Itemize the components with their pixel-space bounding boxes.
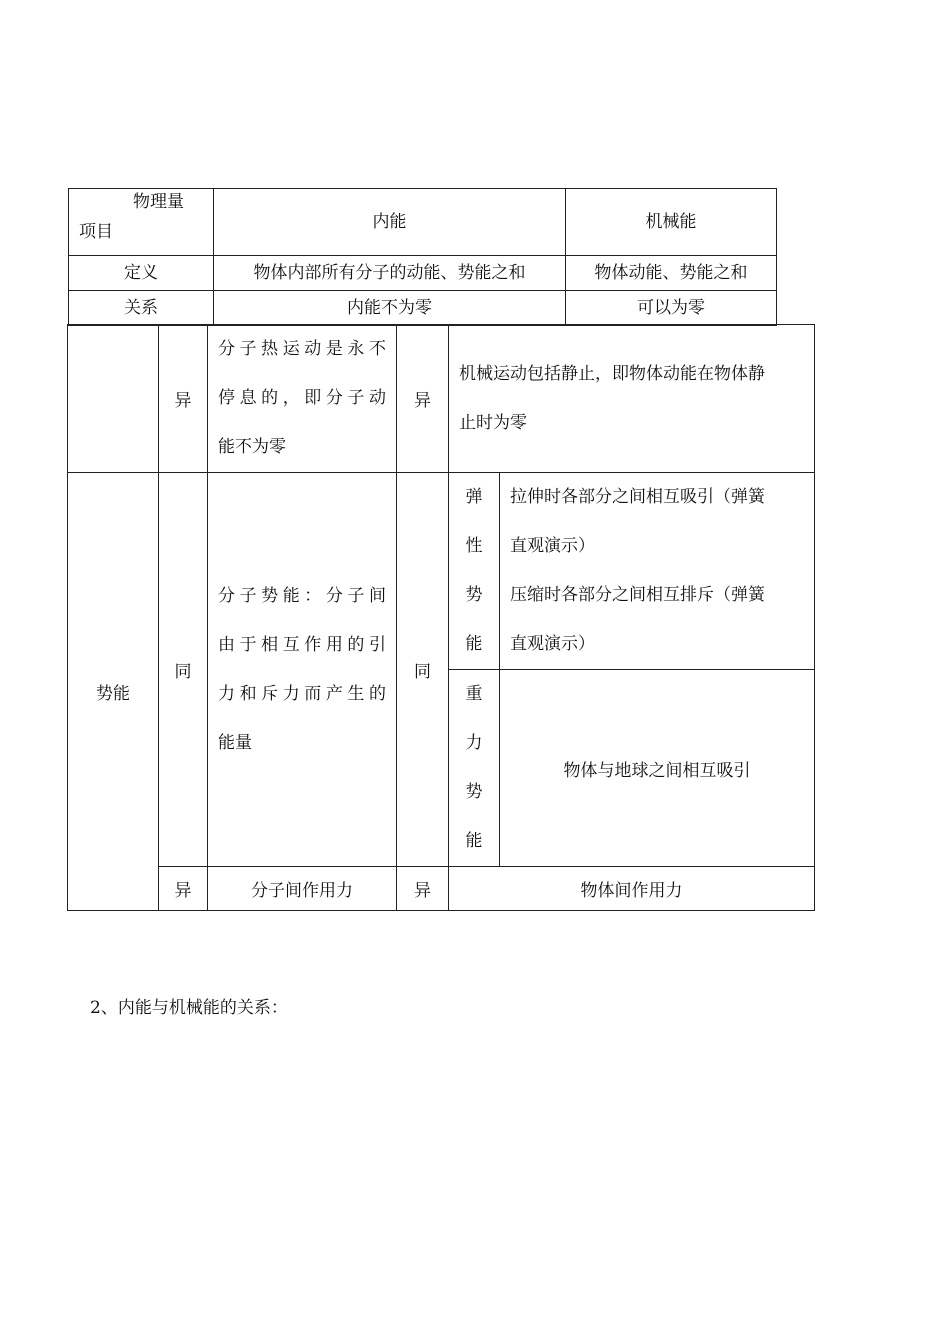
kinetic-internal-line-2: 停息的，即分子动 (218, 388, 386, 408)
kinetic-mechanical-cell (449, 325, 815, 473)
elastic-char-2: 性 (465, 536, 483, 556)
kinetic-diff-label: 异 (159, 325, 208, 473)
kinetic-internal-line-3: 能不为零 (218, 437, 286, 457)
section-heading-relation: 2、内能与机械能的关系： (90, 998, 288, 1018)
comparison-table-top (68, 188, 777, 326)
gravity-potential-label (449, 670, 500, 867)
header-mechanical-energy: 机械能 (566, 189, 777, 256)
elastic-line-1: 拉伸时各部分之间相互吸引（弹簧 (510, 487, 765, 507)
elastic-description-cell (500, 473, 815, 670)
kinetic-internal-line-1: 分子热运动是永不 (218, 339, 386, 359)
relation-mechanical: 可以为零 (566, 291, 777, 326)
potential-internal-line-4: 能量 (218, 732, 252, 753)
definition-internal: 物体内部所有分子的动能、势能之和 (214, 256, 566, 291)
kinetic-mechanical-line-1: 机械运动包括静止，即物体动能在物体静 (459, 363, 765, 384)
elastic-char-1: 弹 (465, 487, 483, 507)
potential-internal-cell (208, 473, 397, 867)
potential-diff-label: 异 (159, 867, 208, 911)
elastic-char-3: 势 (465, 585, 483, 605)
gravity-description: 物体与地球之间相互吸引 (500, 670, 815, 867)
potential-energy-label: 势能 (68, 473, 159, 911)
header-diagonal-cell (69, 189, 214, 256)
elastic-line-3: 压缩时各部分之间相互排斥（弹簧 (510, 585, 765, 605)
potential-internal-diff: 分子间作用力 (208, 867, 397, 911)
elastic-line-2: 直观演示） (510, 536, 595, 556)
gravity-char-4: 能 (465, 831, 483, 851)
row-label-relation: 关系 (69, 291, 214, 326)
kinetic-diff-label-2: 异 (397, 325, 449, 473)
relation-internal: 内能不为零 (214, 291, 566, 326)
potential-same-label: 同 (159, 473, 208, 867)
gravity-char-2: 力 (465, 733, 483, 753)
kinetic-mechanical-line-2: 止时为零 (459, 412, 527, 433)
kinetic-internal-cell (208, 325, 397, 473)
row-label-definition: 定义 (69, 256, 214, 291)
potential-mechanical-diff: 物体间作用力 (449, 867, 815, 911)
elastic-char-4: 能 (465, 634, 483, 654)
potential-diff-label-2: 异 (397, 867, 449, 911)
header-internal-energy: 内能 (214, 189, 566, 256)
gravity-char-1: 重 (465, 684, 483, 704)
gravity-char-3: 势 (465, 782, 483, 802)
comparison-table-bottom (67, 324, 815, 911)
kinetic-blank-cell (68, 325, 159, 473)
potential-internal-line-1: 分子势能：分子间 (218, 585, 386, 606)
header-physical-quantity: 物理量 (133, 192, 184, 212)
definition-mechanical: 物体动能、势能之和 (566, 256, 777, 291)
elastic-potential-label (449, 473, 500, 670)
potential-internal-line-2: 由于相互作用的引 (218, 634, 386, 655)
potential-internal-line-3: 力和斥力而产生的 (218, 683, 386, 704)
header-item: 项目 (79, 222, 113, 242)
elastic-line-4: 直观演示） (510, 634, 595, 654)
potential-same-label-2: 同 (397, 473, 449, 867)
